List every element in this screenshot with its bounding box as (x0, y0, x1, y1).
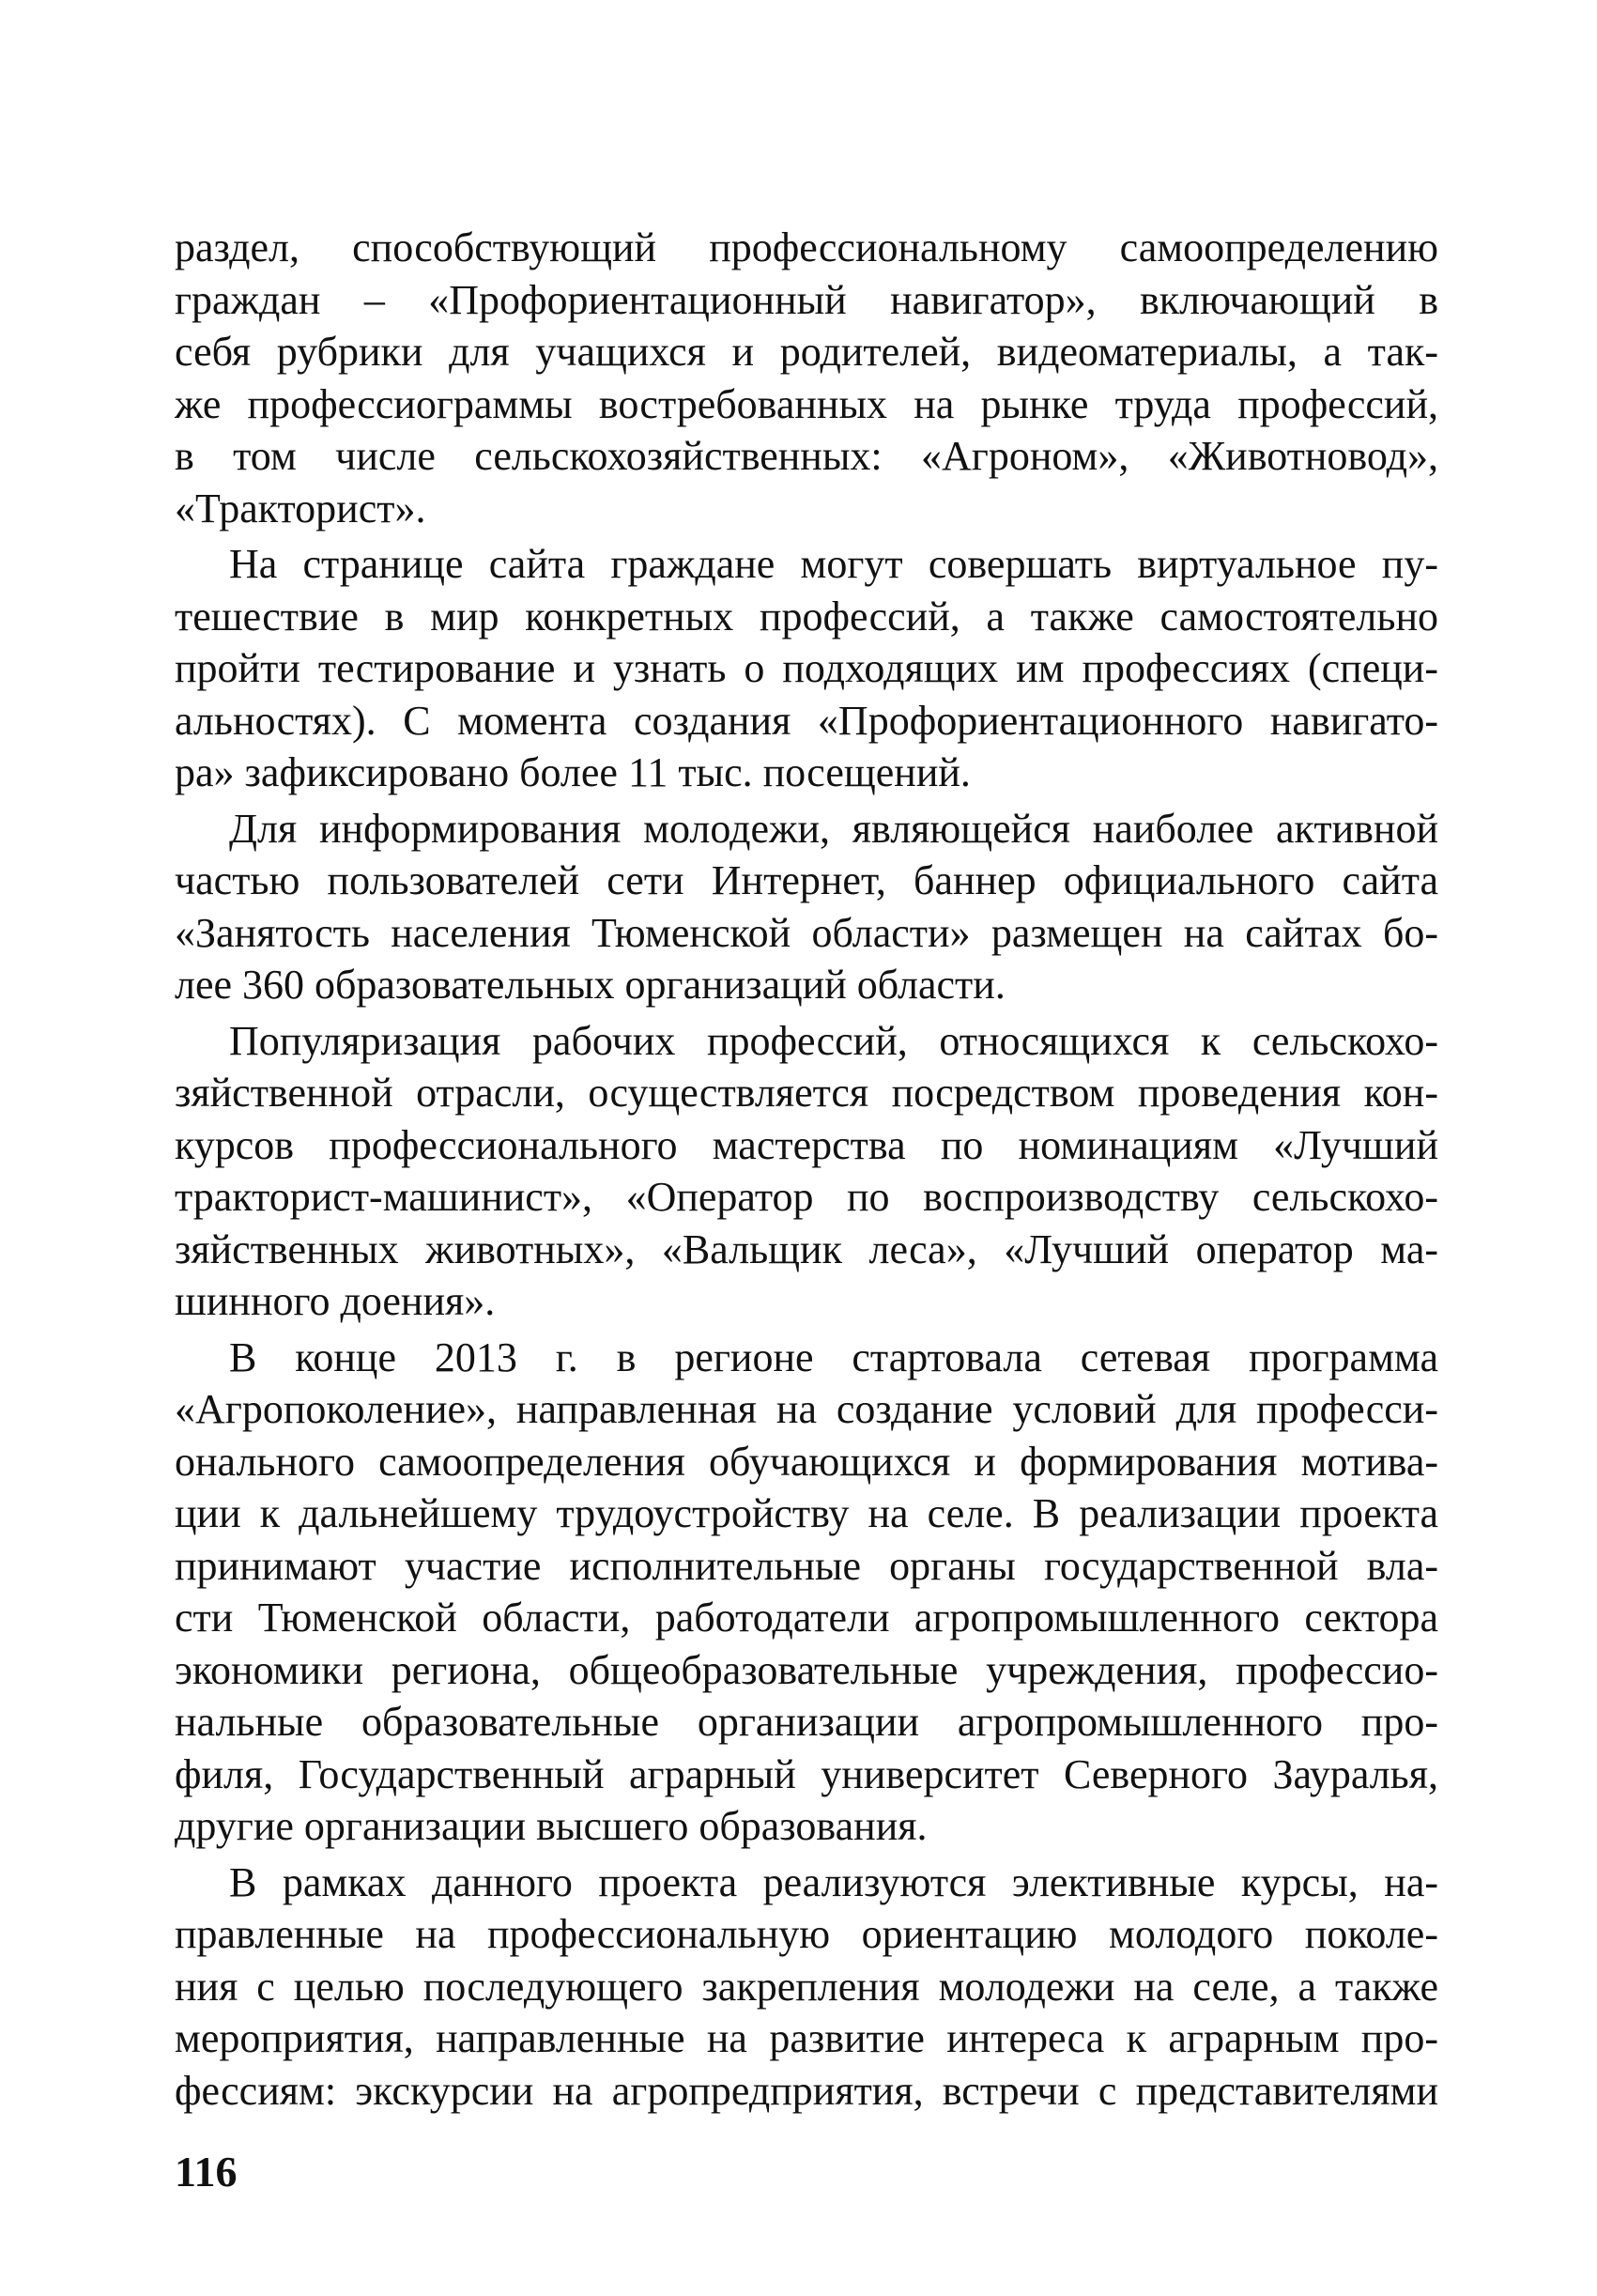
text-line: ния с целью последующего закрепления молодежи на селе, а также (175, 1963, 1438, 2010)
text-line: же профессиограммы востребованных на рынке труда профессий, (175, 380, 1438, 427)
paragraph (175, 222, 1438, 534)
text-line: онального самоопределения обучающихся и формирования мотива- (175, 1438, 1438, 1485)
text-line: нальные образовательные организации агропромышленного про- (175, 1699, 1438, 1745)
text-line: «Занятость населения Тюменской области» размещен на сайтах бо- (175, 909, 1438, 956)
text-line: шинного доения». (175, 1278, 496, 1324)
text-line: На странице сайта граждане могут совершать виртуальное пу- (229, 541, 1438, 587)
text-line: раздел, способствующий профессиональному самоопределению (175, 224, 1438, 270)
body-text (175, 222, 1438, 2117)
paragraph (175, 1332, 1438, 1853)
text-line: граждан – «Профориентационный навигатор», включающий в (175, 276, 1438, 323)
text-line: принимают участие исполнительные органы государственной вла- (175, 1542, 1438, 1589)
text-line: другие организации высшего образования. (175, 1803, 928, 1849)
text-line: частью пользователей сети Интернет, баннер официального сайта (175, 857, 1438, 903)
text-line: «Тракторист». (175, 485, 426, 532)
text-line: тешествие в мир конкретных профессий, а также самостоятельно (175, 593, 1438, 639)
text-line: в том числе сельскохозяйственных: «Агроном», «Животновод», (175, 433, 1438, 479)
text-line: альностях). С момента создания «Профориентационного навигато- (175, 697, 1438, 744)
text-line: В конце 2013 г. в регионе стартовала сетевая программа (229, 1333, 1438, 1380)
paragraph (175, 803, 1438, 1011)
text-line: сти Тюменской области, работодатели агропромышленного сектора (175, 1595, 1438, 1641)
text-line: «Агропоколение», направленная на создание условий для професси- (175, 1386, 1438, 1432)
text-line: Для информирования молодежи, являющейся наиболее активной (229, 805, 1438, 852)
text-line: зяйственных животных», «Вальщик леса», «Лучший оператор ма- (175, 1225, 1438, 1272)
text-line: ра» зафиксировано более 11 тыс. посещений. (175, 749, 971, 795)
text-line: мероприятия, направленные на развитие интереса к аграрным про- (175, 2015, 1438, 2061)
text-line: ции к дальнейшему трудоустройству на селе. В реализации проекта (175, 1490, 1438, 1536)
text-line: лее 360 образовательных организаций области. (175, 962, 1006, 1008)
text-line: правленные на профессиональную ориентацию молодого поколе- (175, 1911, 1438, 1957)
text-line: зяйственной отрасли, осуществляется посредством проведения кон- (175, 1070, 1438, 1116)
text-line: филя, Государственный аграрный университет Северного Зауралья, (175, 1750, 1438, 1797)
text-line: Популяризация рабочих профессий, относящихся к сельскохо- (229, 1017, 1438, 1064)
text-line: тракторист-машинист», «Оператор по воспроизводству сельскохо- (175, 1174, 1438, 1220)
text-line: пройти тестирование и узнать о подходящих им профессиях (специ- (175, 645, 1438, 691)
text-line: курсов профессионального мастерства по номинациям «Лучший (175, 1121, 1438, 1168)
text-line: В рамках данного проекта реализуются элективные курсы, на- (229, 1858, 1438, 1905)
paragraph (175, 1015, 1438, 1328)
text-line: себя рубрики для учащихся и родителей, видеоматериалы, а так- (175, 329, 1438, 375)
paragraph (175, 538, 1438, 799)
paragraph (175, 1857, 1438, 2118)
text-line: экономики региона, общеобразовательные учреждения, профессио- (175, 1646, 1438, 1693)
page-number: 116 (175, 2148, 238, 2196)
text-line: фессиям: экскурсии на агропредприятия, встречи с представителями (175, 2067, 1438, 2114)
